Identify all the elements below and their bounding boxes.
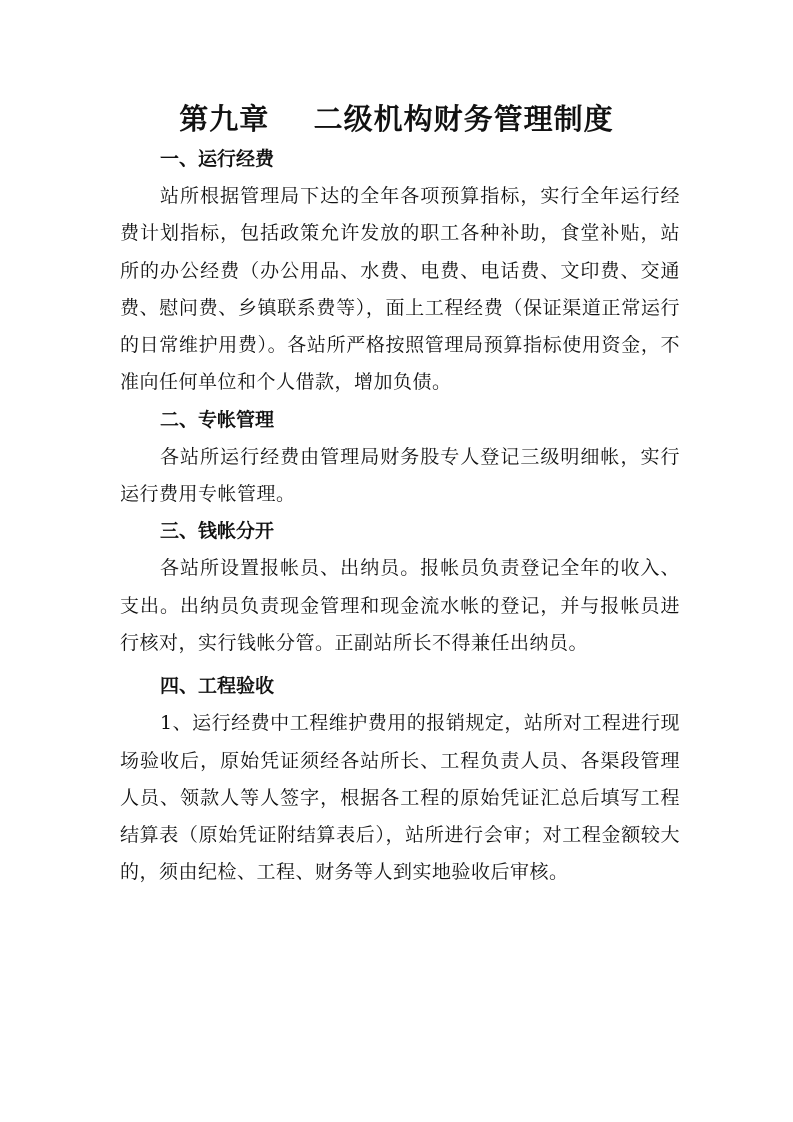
section-heading: 二、专帐管理 — [160, 408, 275, 431]
document-body — [120, 141, 680, 892]
section-cash-separation — [120, 513, 680, 662]
section-project-acceptance — [120, 668, 680, 891]
section-paragraph: 各站所设置报帐员、出纳员。报帐员负责登记全年的收入、支出。出纳员负责现金管理和现金流水帐的登记，并与报帐员进行核对，实行钱帐分管。正副站所长不得兼任出纳员。 — [120, 557, 680, 654]
page-title: 第九章 二级机构财务管理制度 — [179, 102, 614, 136]
section-heading: 一、运行经费 — [160, 148, 275, 170]
section-operating-funds — [120, 141, 680, 402]
section-heading: 四、工程验收 — [160, 675, 275, 698]
section-paragraph: 1、运行经费中工程维护费用的报销规定，站所对工程进行现场验收后，原始凭证须经各站所长、工程负责人员、各渠段管理人员、领款人等人签字，根据各工程的原始凭证汇总后填写工程结算表（原始凭证附结算表后），站所进行会审；对工程金额较大的，须由纪检、工程、财务等人到实地验收后审核。 — [120, 712, 680, 884]
section-heading: 三、钱帐分开 — [160, 520, 275, 543]
section-paragraph: 站所根据管理局下达的全年各项预算指标，实行全年运行经费计划指标，包括政策允许发放的职工各种补助，食堂补贴，站所的办公经费（办公用品、水费、电费、电话费、文印费、交通费、慰问费、乡镇联系费等），面上工程经费（保证渠道正常运行的日常维护用费）。各站所严格按照管理局预算指标使用资金，不准向任何单位和个人借款，增加负债。 — [120, 185, 680, 394]
section-dedicated-accounts — [120, 402, 680, 514]
section-paragraph: 各站所运行经费由管理局财务股专人登记三级明细帐，实行运行费用专帐管理。 — [120, 445, 680, 506]
